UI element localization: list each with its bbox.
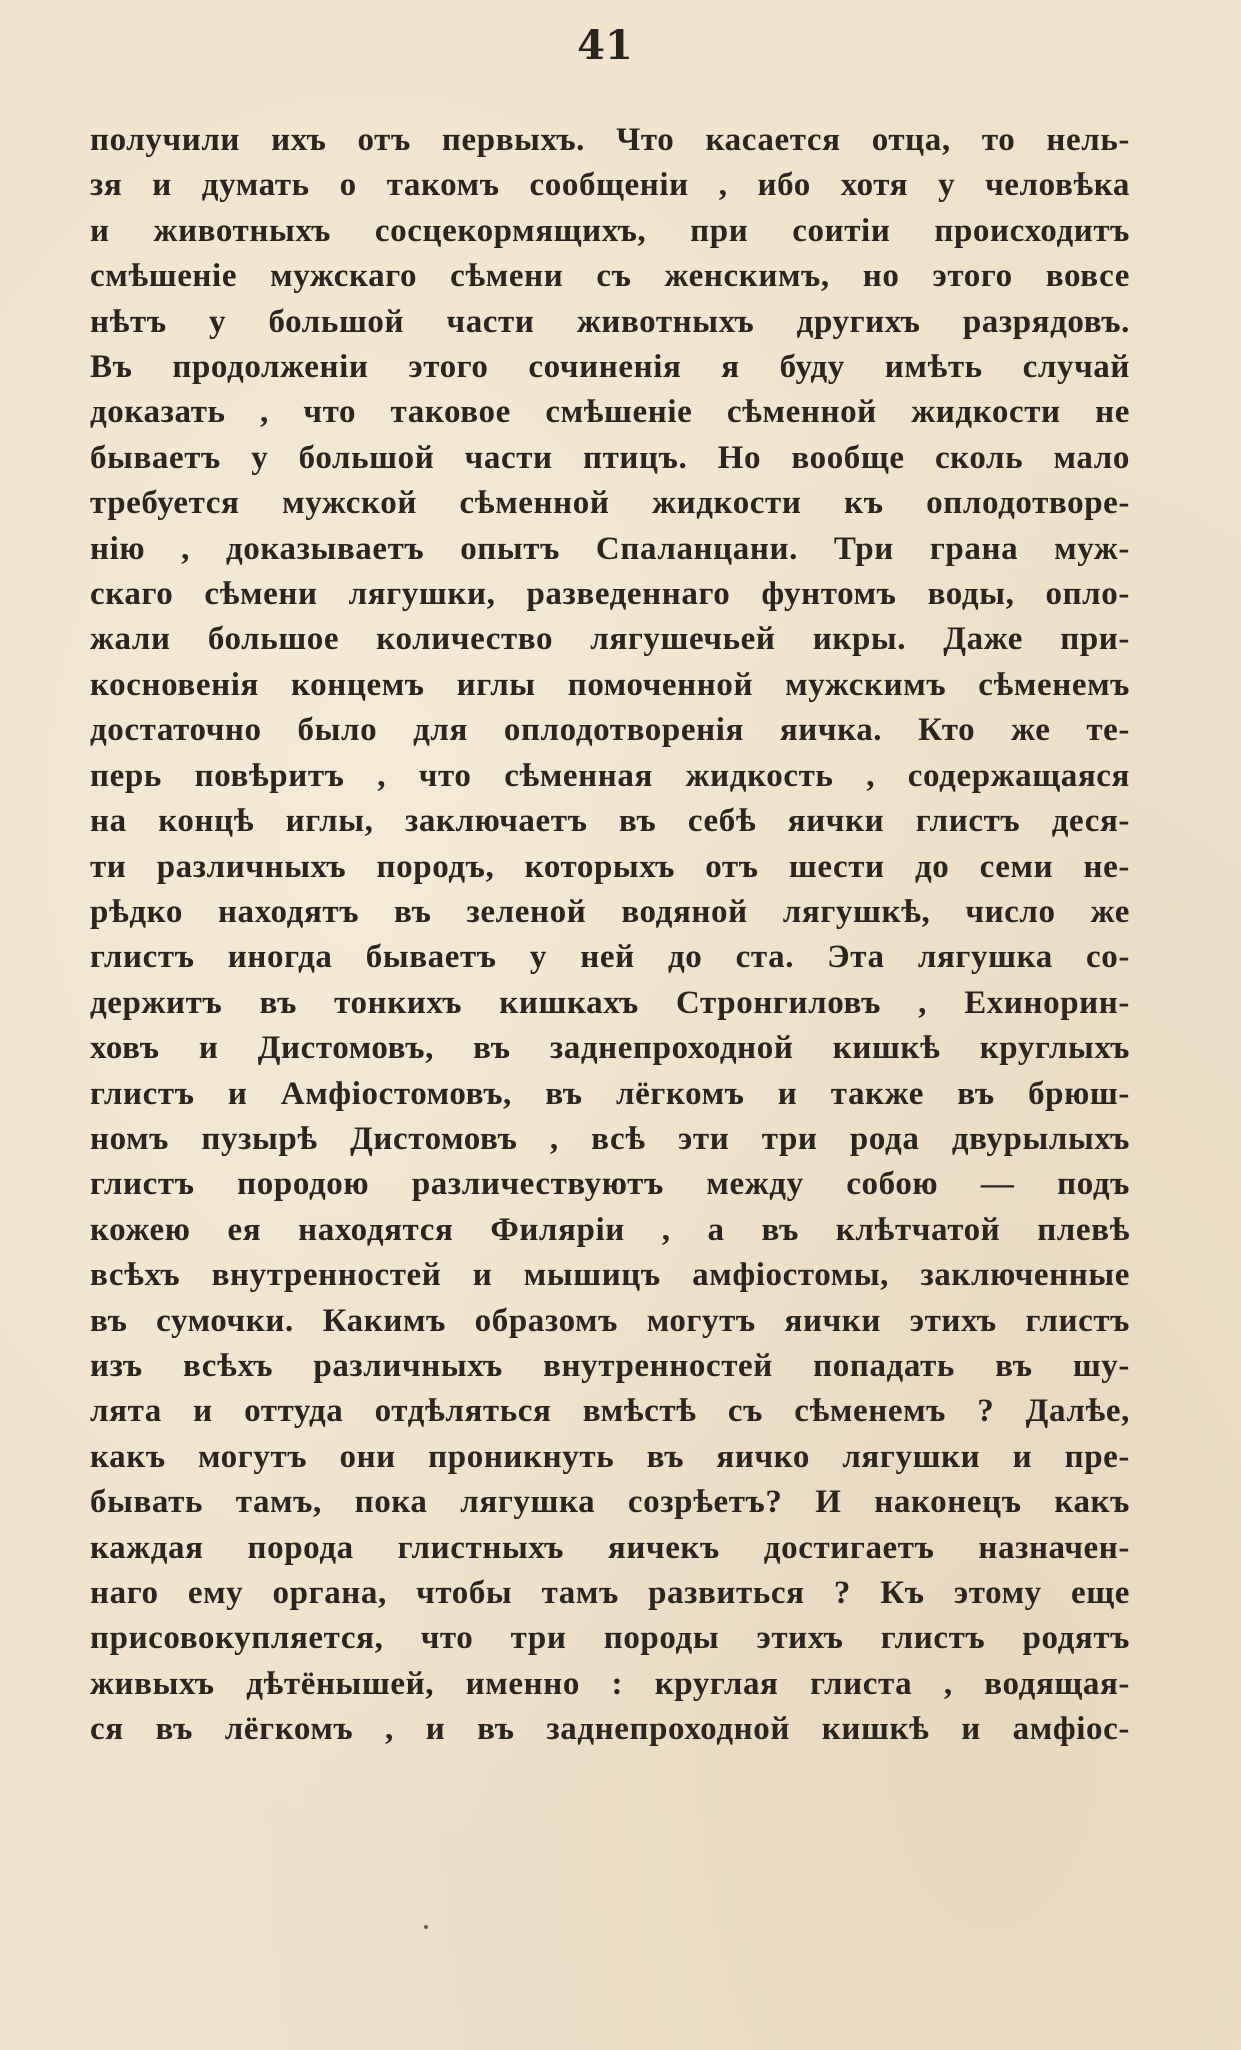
text-line-12: жали большое количество лягушечьей икры. Даже при- bbox=[90, 621, 1130, 658]
text-line-5: нѣтъ у большой части животныхъ другихъ разрядовъ. bbox=[90, 303, 1130, 340]
text-line-8: бываетъ у большой части птицъ. Но вообще сколь мало bbox=[90, 439, 1130, 476]
text-line-9: требуется мужской сѣменной жидкости къ оплодотворе- bbox=[90, 485, 1130, 522]
text-line-3: и животныхъ сосцекормящихъ, при соитіи происходитъ bbox=[90, 212, 1130, 249]
text-line-6: Въ продолженіи этого сочиненія я буду имѣть случай bbox=[90, 349, 1130, 386]
text-line-19: глистъ иногда бываетъ у ней до ста. Эта лягушка со- bbox=[90, 939, 1130, 976]
text-line-33: наго ему органа, чтобы тамъ развиться ? Къ этому еще bbox=[90, 1575, 1130, 1611]
text-line-1: получили ихъ отъ первыхъ. Что касается отца, то нель- bbox=[90, 122, 1130, 158]
text-line-18: рѣдко находятъ въ зеленой водяной лягушкѣ, число же bbox=[90, 893, 1130, 930]
text-line-31: бывать тамъ, пока лягушка созрѣетъ? И наконецъ какъ bbox=[90, 1484, 1130, 1521]
text-line-16: на концѣ иглы, заключаетъ въ себѣ яички глистъ деся- bbox=[90, 803, 1130, 840]
text-line-7: доказать , что таковое смѣшеніе сѣменной жидкости не bbox=[90, 394, 1130, 431]
paper-speck bbox=[424, 1925, 428, 1929]
text-line-17: ти различныхъ породъ, которыхъ отъ шести до семи не- bbox=[90, 848, 1130, 885]
text-line-10: нію , доказываетъ опытъ Спаланцани. Три грана муж- bbox=[90, 530, 1130, 567]
text-line-2: зя и думать о такомъ сообщеніи , ибо хотя у человѣка bbox=[90, 167, 1130, 204]
text-line-32: каждая порода глистныхъ яичекъ достигаетъ назначен- bbox=[90, 1529, 1130, 1566]
page-number: 41 bbox=[577, 22, 633, 69]
text-line-26: всѣхъ внутренностей и мышицъ амфіостомы, заключенные bbox=[90, 1257, 1130, 1294]
text-line-29: лята и оттуда отдѣляться вмѣстѣ съ сѣменемъ ? Далѣе, bbox=[90, 1393, 1130, 1430]
text-line-14: достаточно было для оплодотворенія яичка. Кто же те- bbox=[90, 712, 1130, 749]
text-line-30: какъ могутъ они проникнуть въ яичко лягушки и пре- bbox=[90, 1438, 1130, 1475]
text-line-34: присовокупляется, что три породы этихъ глистъ родятъ bbox=[90, 1620, 1130, 1657]
text-line-36: ся въ лёгкомъ , и въ заднепроходной кишкѣ и амфіос- bbox=[90, 1711, 1130, 1748]
text-line-25: кожею ея находятся Филяріи , а въ клѣтчатой плевѣ bbox=[90, 1211, 1130, 1248]
text-line-23: номъ пузырѣ Дистомовъ , всѣ эти три рода двурылыхъ bbox=[90, 1120, 1130, 1157]
text-line-4: смѣшеніе мужскаго сѣмени съ женскимъ, но этого вовсе bbox=[90, 258, 1130, 295]
text-line-21: ховъ и Дистомовъ, въ заднепроходной кишкѣ круглыхъ bbox=[90, 1030, 1130, 1067]
text-line-20: держитъ въ тонкихъ кишкахъ Стронгиловъ , Ехинорин- bbox=[90, 984, 1130, 1021]
text-line-27: въ сумочки. Какимъ образомъ могутъ яички этихъ глистъ bbox=[90, 1302, 1130, 1339]
text-line-13: косновенія концемъ иглы помоченной мужскимъ сѣменемъ bbox=[90, 666, 1130, 703]
text-line-11: скаго сѣмени лягушки, разведеннаго фунтомъ воды, опло- bbox=[90, 576, 1130, 613]
body-text bbox=[90, 118, 1130, 1753]
text-line-28: изъ всѣхъ различныхъ внутренностей попадать въ шу- bbox=[90, 1347, 1130, 1384]
text-line-35: живыхъ дѣтёнышей, именно : круглая глиста , водящая- bbox=[90, 1665, 1130, 1702]
text-line-22: глистъ и Амфіостомовъ, въ лёгкомъ и также въ брюш- bbox=[90, 1075, 1130, 1112]
text-line-24: глистъ породою различествуютъ между собою — подъ bbox=[90, 1166, 1130, 1203]
text-line-15: перь повѣритъ , что сѣменная жидкость , содержащаяся bbox=[90, 757, 1130, 794]
